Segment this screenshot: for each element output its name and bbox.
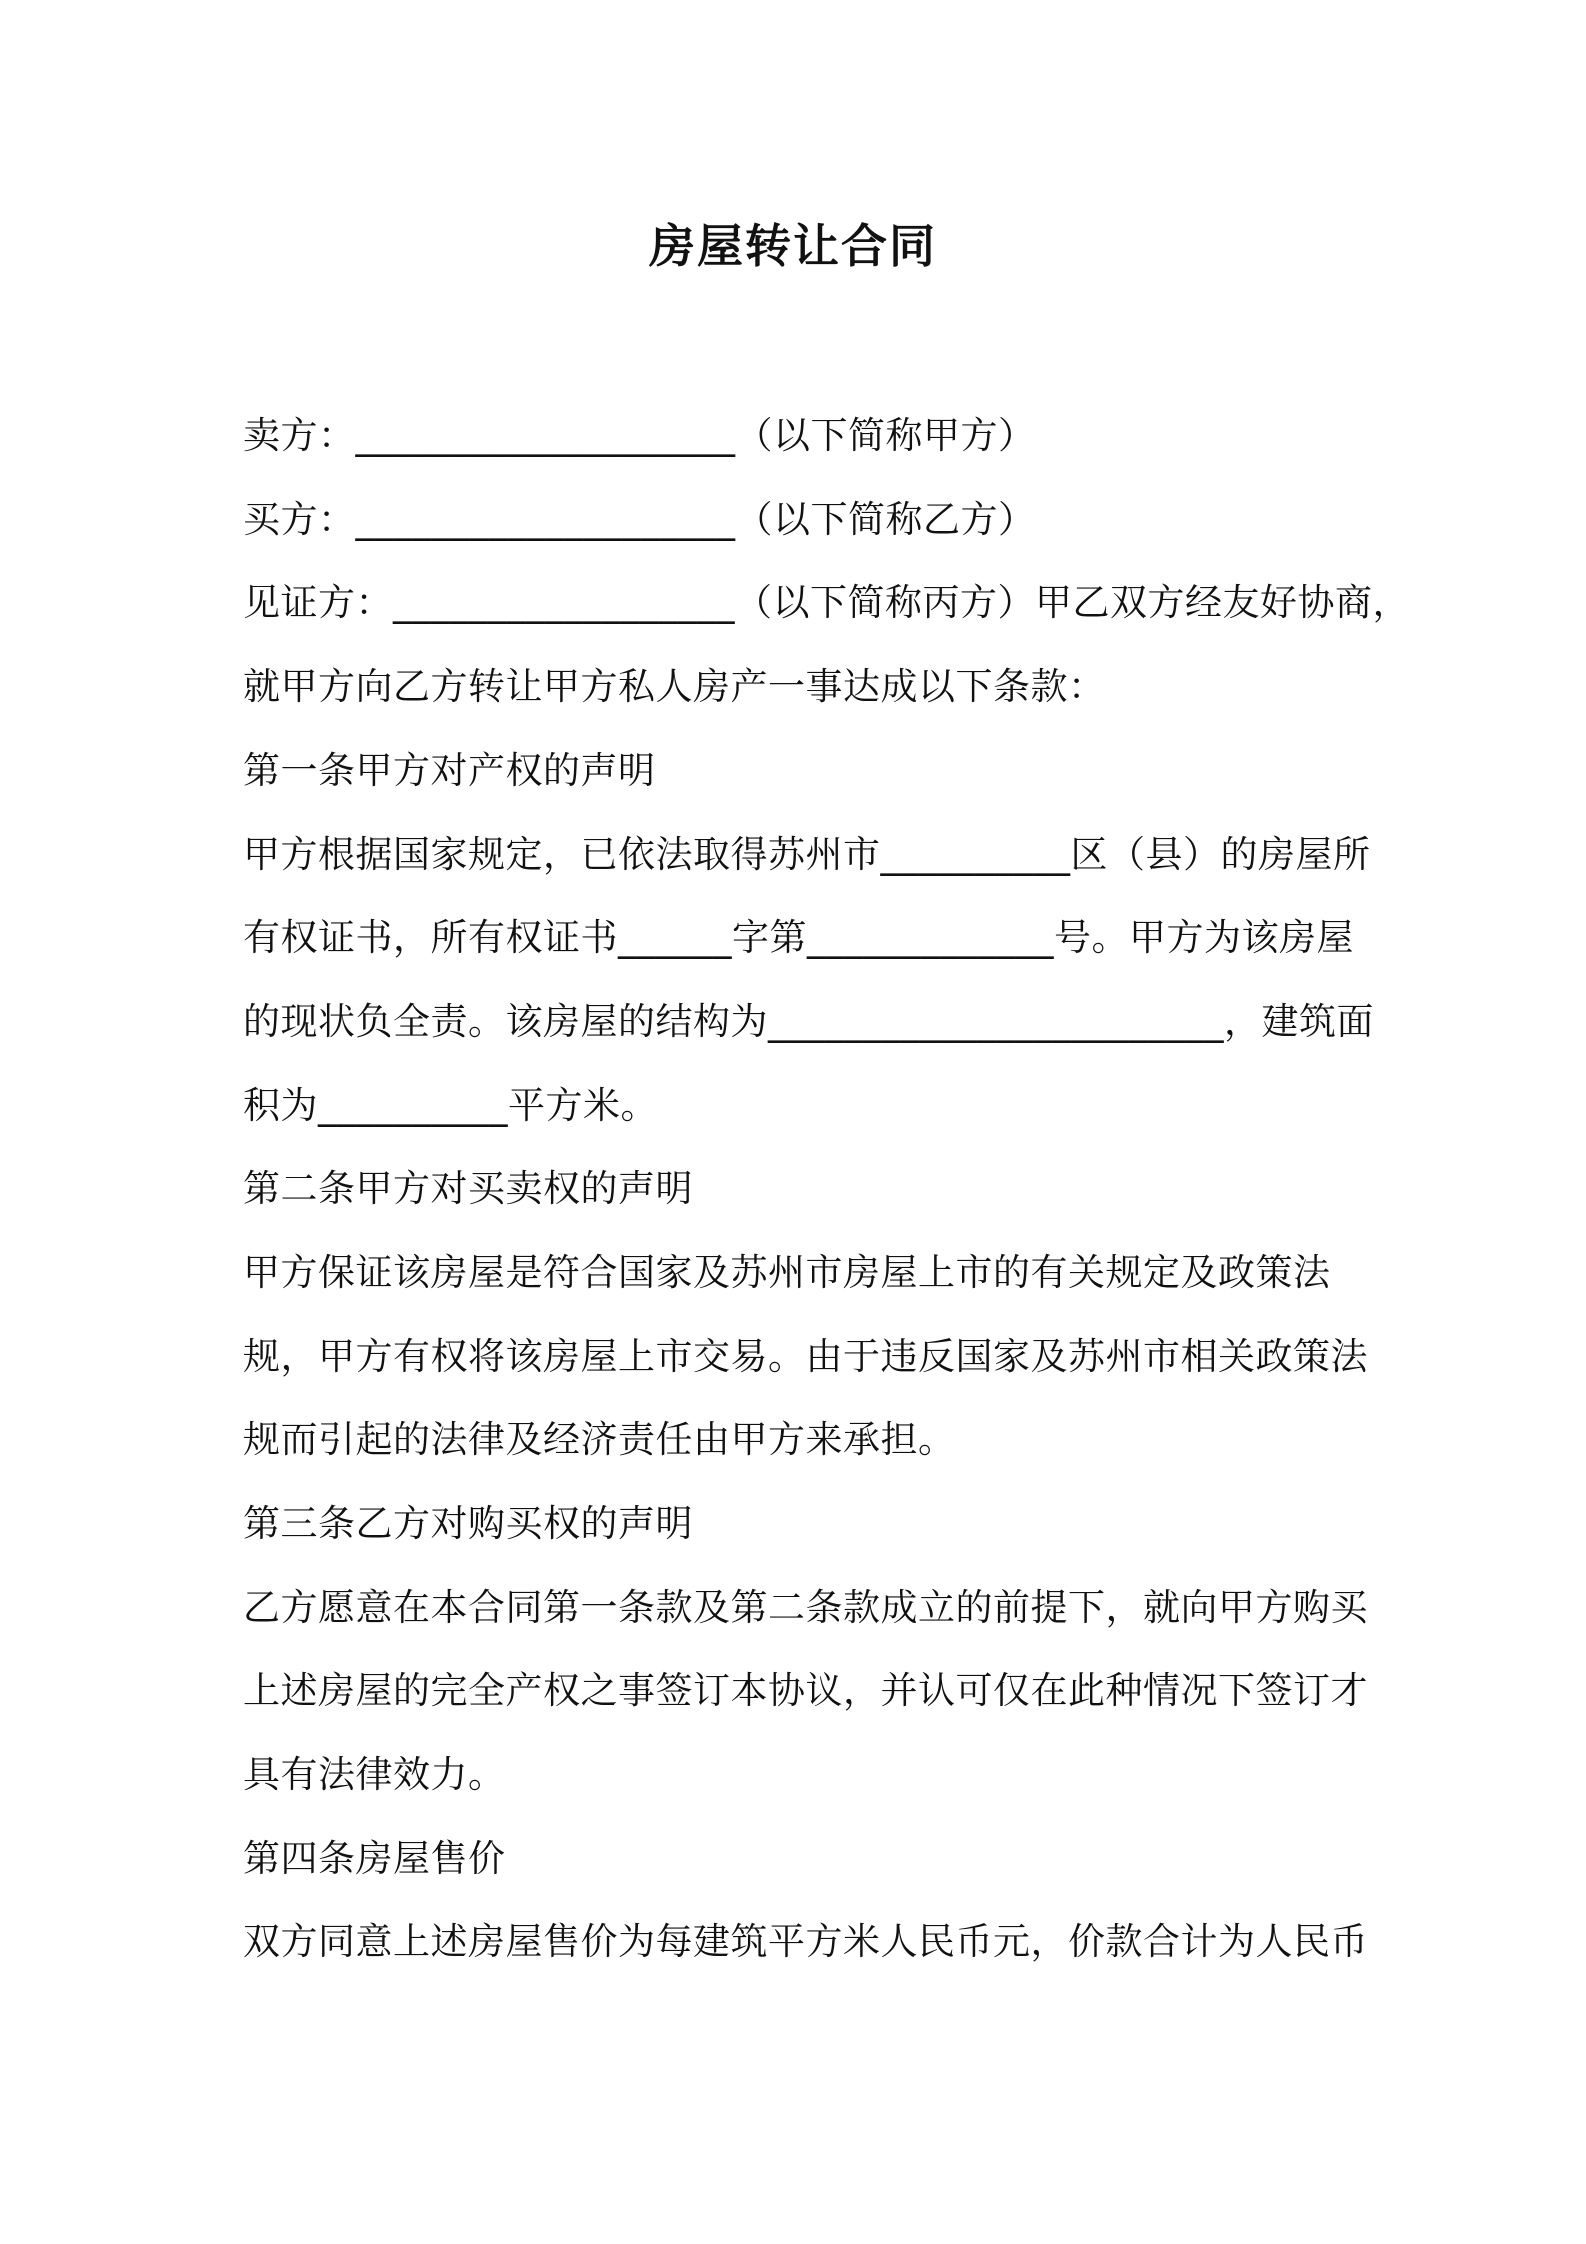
article-2-heading: 第二条甲方对买卖权的声明 — [243, 1167, 693, 1210]
article-1-text-line: 有权证书，所有权证书______字第_____________号。甲方为该房屋 — [243, 916, 1354, 959]
article-3-heading: 第三条乙方对购买权的声明 — [243, 1502, 693, 1545]
article-1-text-line: 的现状负全责。该房屋的结构为________________________，建筑面 — [243, 1000, 1374, 1043]
article-3-text-line: 上述房屋的完全产权之事签订本协议，并认可仅在此种情况下签订才 — [243, 1669, 1368, 1712]
article-2-text-line: 规，甲方有权将该房屋上市交易。由于违反国家及苏州市相关政策法 — [243, 1335, 1368, 1378]
intro-line: 就甲方向乙方转让甲方私人房产一事达成以下条款： — [243, 665, 1106, 708]
article-4-heading: 第四条房屋售价 — [243, 1837, 506, 1880]
article-3-text-line: 具有法律效力。 — [243, 1753, 506, 1796]
article-1-text-line: 积为__________平方米。 — [243, 1084, 658, 1127]
buyer-line: 买方：____________________（以下简称乙方） — [243, 498, 1036, 541]
witness-line: 见证方：__________________（以下简称丙方）甲乙双方经友好协商， — [243, 581, 1410, 624]
article-4-text-line: 双方同意上述房屋售价为每建筑平方米人民币元，价款合计为人民币 — [243, 1920, 1368, 1963]
article-2-text-line: 甲方保证该房屋是符合国家及苏州市房屋上市的有关规定及政策法 — [243, 1251, 1331, 1294]
document-title: 房屋转让合同 — [649, 219, 937, 273]
article-3-text-line: 乙方愿意在本合同第一条款及第二条款成立的前提下，就向甲方购买 — [243, 1586, 1368, 1629]
article-1-heading: 第一条甲方对产权的声明 — [243, 749, 656, 792]
seller-line: 卖方：____________________（以下简称甲方） — [243, 414, 1036, 457]
article-2-text-line: 规而引起的法律及经济责任由甲方来承担。 — [243, 1418, 956, 1461]
article-1-text-line: 甲方根据国家规定，已依法取得苏州市__________区（县）的房屋所 — [243, 833, 1371, 876]
